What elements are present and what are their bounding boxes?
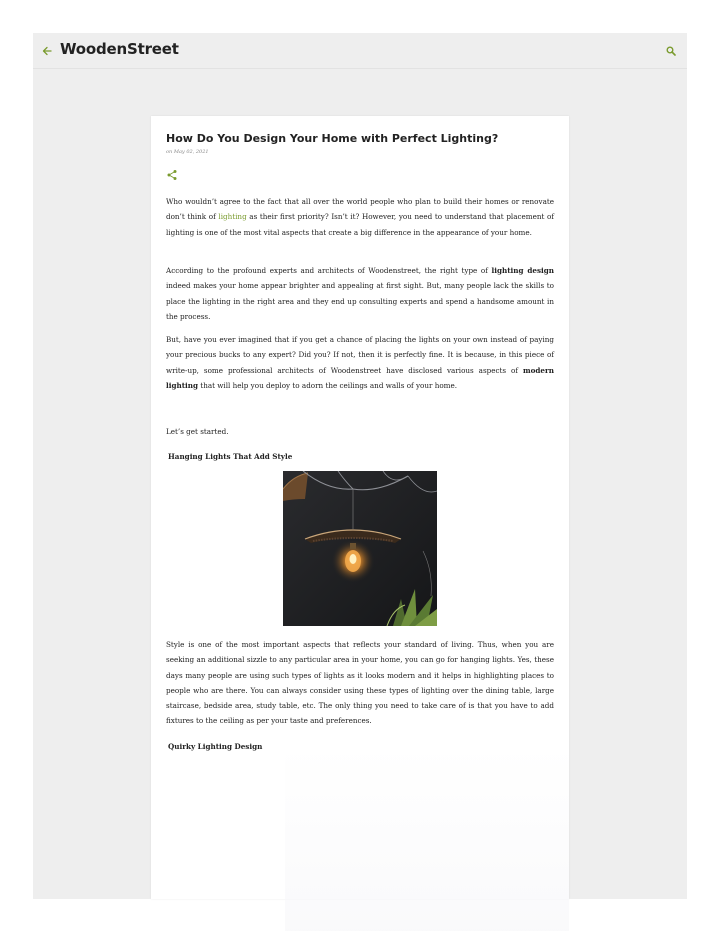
share-icon (166, 169, 178, 181)
lighting-design-bold: lighting design (491, 266, 554, 275)
paragraph-text: According to the profound experts and architects of Woodenstreet, the right type of (166, 266, 492, 275)
back-button[interactable] (39, 43, 55, 59)
paragraph-text: But, have you ever imagined that if you get a chance of placing the lights on your own instead of paying your precious bucks to any expert? Did you? If not, then it is perfectly fine. It is because, in this piece of write-up, some professional architects of Woodenstreet have disclosed various aspects of (166, 335, 554, 375)
paragraph-imagine (166, 332, 554, 393)
arrow-left-icon (42, 46, 52, 56)
paragraph-style: Style is one of the most important aspects that reflects your standard of living. Thus, when you are seeking an additional sizzle to any particular area in your home, you can go for hanging lights. Yes, these days many people are using such types of lights as it looks modern and it helps in highlighting places to people who are there. You can always consider using these types of lighting over the dining table, large staircase, bedside area, study table, etc. The only thing you need to take care of is that you have to add fixtures to the ceiling as per your taste and preferences. (166, 640, 554, 726)
modern-lighting-bold: modern lighting (166, 365, 554, 390)
post-date: on May 02, 2021 (166, 149, 209, 155)
search-icon (666, 46, 676, 56)
blog-title[interactable]: WoodenStreet (60, 40, 179, 58)
paragraph-text: indeed makes your home appear brighter and appealing at first sight. But, many people lack the skills to place the lighting in the right area and they end up consulting experts and spend a handsome amount in the process. (166, 281, 554, 321)
paragraph-intro (166, 194, 554, 240)
share-button[interactable] (166, 166, 178, 178)
lighting-link[interactable]: lighting (218, 212, 247, 222)
paragraph-text: as their first priority? Isn’t it? However, you need to understand that placement of lighting is one of the most vital aspects that create a big difference in the appearance of your home. (166, 212, 554, 237)
heading-hanging-lights: Hanging Lights That Add Style (168, 452, 293, 461)
search-button[interactable] (663, 43, 679, 59)
top-bar (33, 33, 687, 69)
paragraph-text: that will help you deploy to adorn the ceilings and walls of your home. (198, 380, 458, 390)
paragraph-experts (166, 263, 554, 324)
bottom-fade (285, 745, 569, 931)
paragraph-text: Who wouldn’t agree to the fact that all over the world people who plan to build their homes or renovate don’t think of (166, 197, 554, 222)
pendant-lamp-illustration (283, 471, 437, 626)
post-title: How Do You Design Your Home with Perfect Lighting? (166, 132, 499, 145)
paragraph-get-started: Let’s get started. (166, 427, 229, 436)
post-image (283, 471, 437, 626)
heading-quirky-lighting: Quirky Lighting Design (168, 742, 263, 751)
